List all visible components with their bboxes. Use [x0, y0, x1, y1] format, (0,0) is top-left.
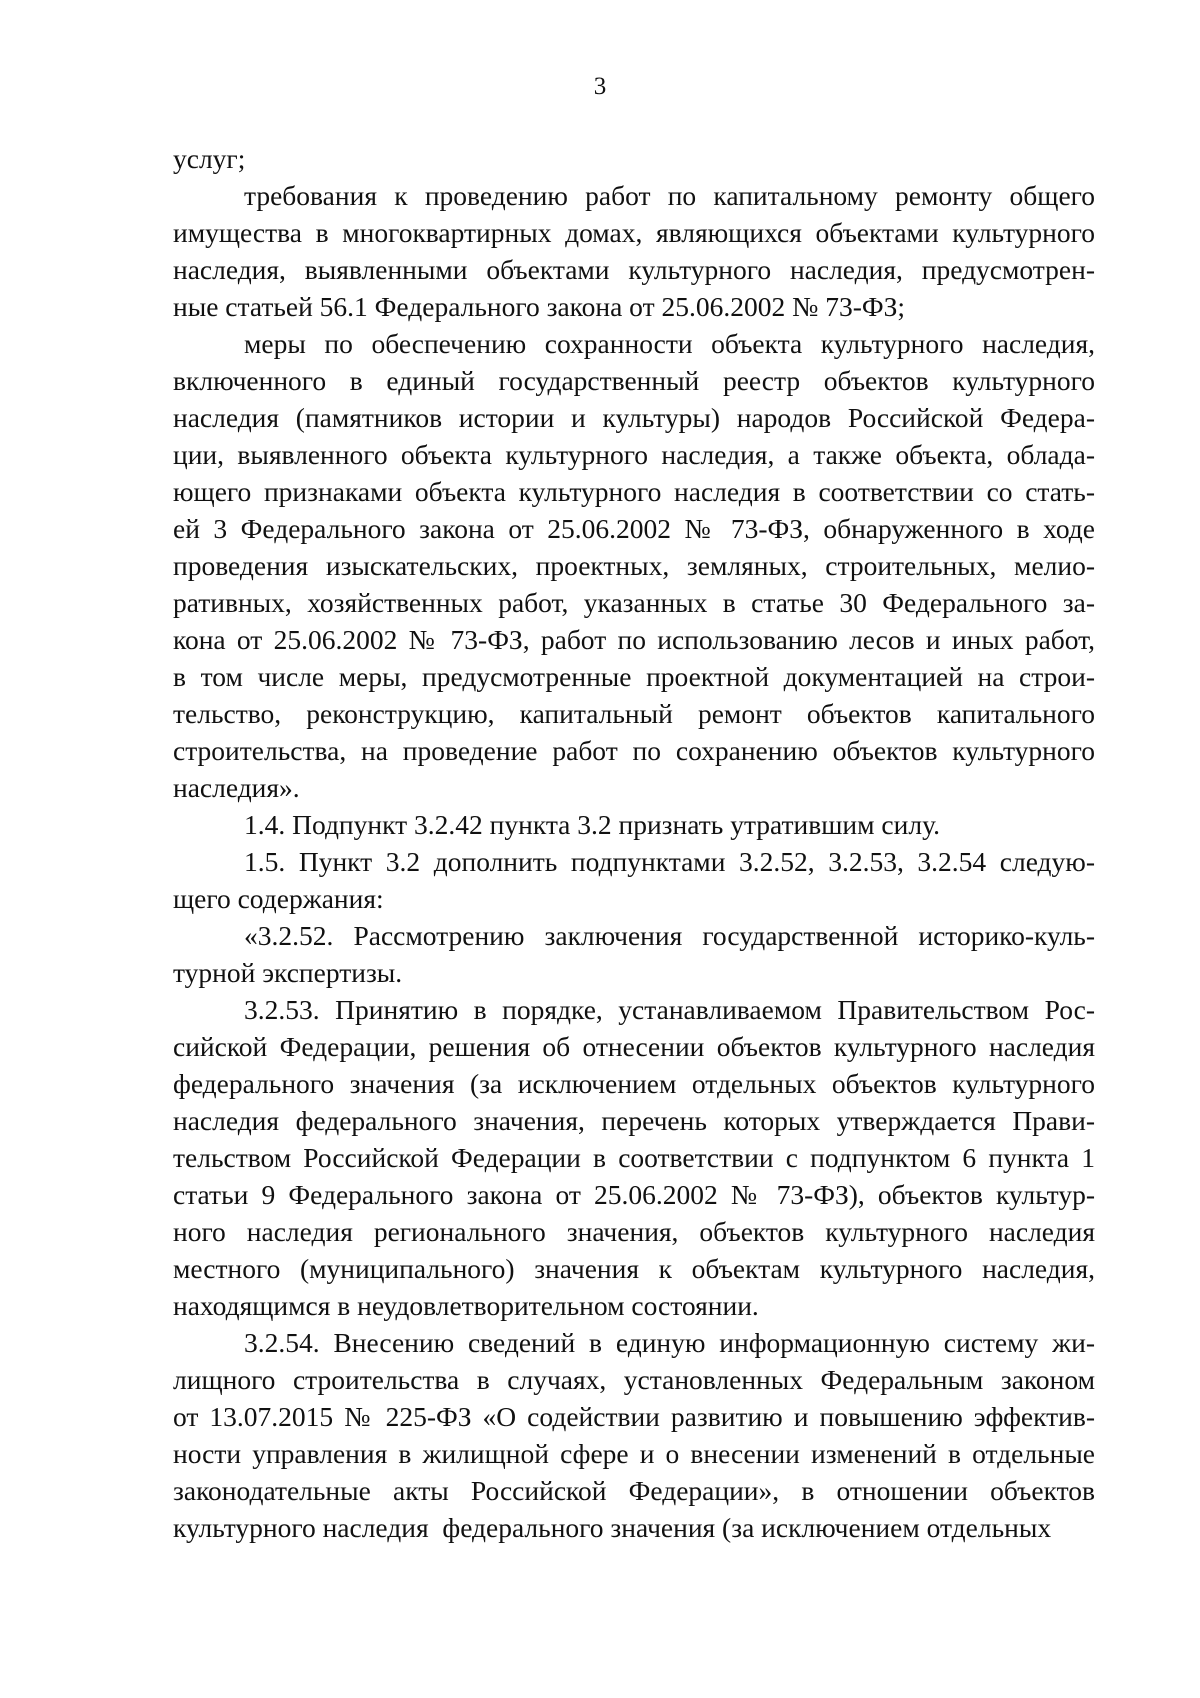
paragraph [173, 140, 1095, 177]
paragraph [173, 1324, 1095, 1546]
text-line: тельством Российской Федерации в соответствии с подпунктом 6 пункта 1 [173, 1142, 1095, 1173]
text-line: федерального значения (за исключением отдельных объектов культурного [173, 1068, 1095, 1099]
document-body [173, 140, 1095, 1546]
text-line: 1.5. Пункт 3.2 дополнить подпунктами 3.2.52, 3.2.53, 3.2.54 следую- [244, 846, 1095, 877]
text-line: наследия». [173, 772, 300, 803]
text-line: законодательные акты Российской Федерации», в отношении объектов [173, 1475, 1095, 1506]
text-line: ности управления в жилищной сфере и о внесении изменений в отдельные [173, 1438, 1095, 1469]
text-line: лищного строительства в случаях, установленных Федеральным законом [173, 1364, 1095, 1395]
text-line: местного (муниципального) значения к объектам культурного наследия, [173, 1253, 1095, 1284]
text-line: статьи 9 Федерального закона от 25.06.2002 № 73-ФЗ), объектов культур- [173, 1179, 1095, 1210]
text-line: ного наследия регионального значения, объектов культурного наследия [173, 1216, 1095, 1247]
text-line: наследия (памятников истории и культуры) народов Российской Федера- [173, 402, 1095, 433]
text-line: «3.2.52. Рассмотрению заключения государственной историко-куль- [244, 920, 1095, 951]
text-line: тельство, реконструкцию, капитальный ремонт объектов капитального [173, 698, 1095, 729]
text-line: имущества в многоквартирных домах, являющихся объектами культурного [173, 217, 1095, 248]
paragraph [173, 991, 1095, 1324]
text-line: проведения изыскательских, проектных, земляных, строительных, мелио- [173, 550, 1095, 581]
text-line: находящимся в неудовлетворительном состоянии. [173, 1290, 759, 1321]
text-line: наследия федерального значения, перечень которых утверждается Прави- [173, 1105, 1095, 1136]
text-line: включенного в единый государственный реестр объектов культурного [173, 365, 1095, 396]
text-line: турной экспертизы. [173, 957, 403, 988]
text-line: меры по обеспечению сохранности объекта культурного наследия, [244, 328, 1095, 359]
text-line: услуг; [173, 143, 246, 174]
text-line: ные статьей 56.1 Федерального закона от 25.06.2002 № 73-ФЗ; [173, 291, 905, 322]
text-line: кона от 25.06.2002 № 73-ФЗ, работ по использованию лесов и иных работ, [173, 624, 1095, 655]
text-line: наследия, выявленными объектами культурного наследия, предусмотрен- [173, 254, 1095, 285]
paragraph [173, 325, 1095, 806]
text-line: ей 3 Федерального закона от 25.06.2002 № 73-ФЗ, обнаруженного в ходе [173, 513, 1095, 544]
text-line: 3.2.53. Принятию в порядке, устанавливаемом Правительством Рос- [244, 994, 1095, 1025]
paragraph [173, 843, 1095, 917]
text-line: от 13.07.2015 № 225-ФЗ «О содействии развитию и повышению эффектив- [173, 1401, 1095, 1432]
text-line: требования к проведению работ по капитальному ремонту общего [244, 180, 1095, 211]
text-line: культурного наследия федерального значения (за исключением отдельных [173, 1512, 1052, 1543]
text-line: ции, выявленного объекта культурного наследия, а также объекта, облада- [173, 439, 1095, 470]
page-number: 3 [593, 73, 607, 100]
text-line: строительства, на проведение работ по сохранению объектов культурного [173, 735, 1095, 766]
paragraph [173, 917, 1095, 991]
text-line: щего содержания: [173, 883, 384, 914]
text-line: ративных, хозяйственных работ, указанных в статье 30 Федерального за- [173, 587, 1095, 618]
text-line: ющего признаками объекта культурного наследия в соответствии со стать- [173, 476, 1095, 507]
text-line: 3.2.54. Внесению сведений в единую информационную систему жи- [244, 1327, 1095, 1358]
text-line: 1.4. Подпункт 3.2.42 пункта 3.2 признать утратившим силу. [244, 809, 940, 840]
paragraph [173, 806, 1095, 843]
text-line: сийской Федерации, решения об отнесении объектов культурного наследия [173, 1031, 1095, 1062]
paragraph [173, 177, 1095, 325]
text-line: в том числе меры, предусмотренные проектной документацией на строи- [173, 661, 1095, 692]
